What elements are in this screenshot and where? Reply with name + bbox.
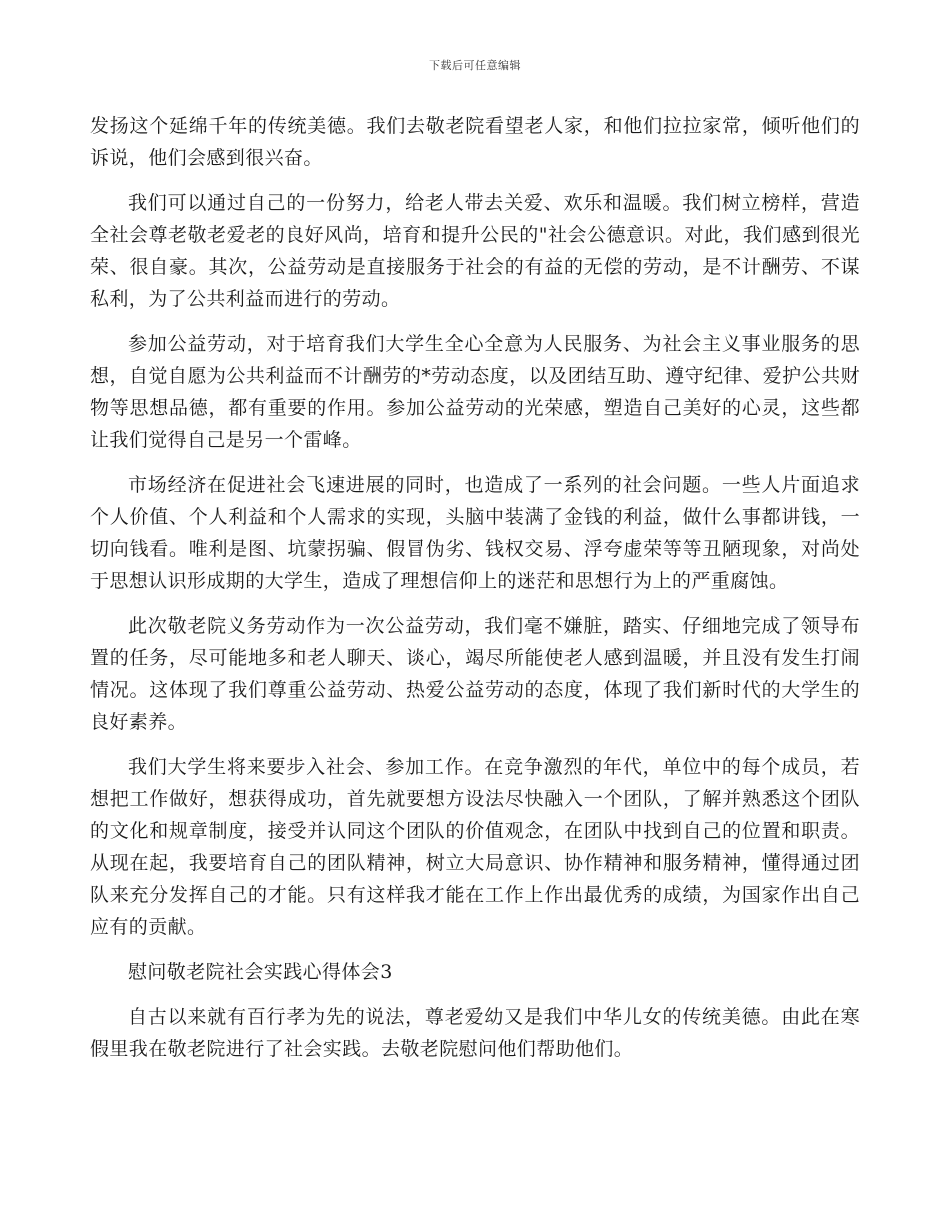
page-header: 下载后可任意编辑 [429,59,521,72]
paragraph-1: 发扬这个延绵千年的传统美德。我们去敬老院看望老人家，和他们拉拉家常，倾听他们的诉说，他们会感到很兴奋。 [90,115,860,169]
document-body [90,110,860,1078]
paragraph-6: 我们大学生将来要步入社会、参加工作。在竞争激烈的年代，单位中的每个成员，若想把工作做好，想获得成功，首先就要想方设法尽快融入一个团队，了解并熟悉这个团队的文化和规章制度，接受并认同这个团队的价值观念，在团队中找到自己的位置和职责。从现在起，我要培育自己的团队精神，树立大局意识、协作精神和服务精神，懂得通过团队来充分发挥自己的才能。只有这样我才能在工作上作出最优秀的成绩，为国家作出自己应有的贡献。 [90,756,860,938]
paragraph-5: 此次敬老院义务劳动作为一次公益劳动，我们毫不嫌脏，踏实、仔细地完成了领导布置的任务，尽可能地多和老人聊天、谈心，竭尽所能使老人感到温暖，并且没有发生打闹情况。这体现了我们尊重公益劳动、热爱公益劳动的态度，体现了我们新时代的大学生的良好素养。 [90,615,860,733]
paragraph-3: 参加公益劳动，对于培育我们大学生全心全意为人民服务、为社会主义事业服务的思想，自觉自愿为公共利益而不计酬劳的*劳动态度，以及团结互助、遵守纪律、爱护公共财物等思想品德，都有重要的作用。参加公益劳动的光荣感，塑造自己美好的心灵，这些都让我们觉得自己是另一个雷峰。 [90,333,860,451]
paragraph-2: 我们可以通过自己的一份努力，给老人带去关爱、欢乐和温暖。我们树立榜样，营造全社会尊老敬老爱老的良好风尚，培育和提升公民的"社会公德意识。对此，我们感到很光荣、很自豪。其次，公益劳动是直接服务于社会的有益的无偿的劳动，是不计酬劳、不谋私利，为了公共利益而进行的劳动。 [90,192,860,310]
paragraph-4: 市场经济在促进社会飞速进展的同时，也造成了一系列的社会问题。一些人片面追求个人价值、个人利益和个人需求的实现，头脑中装满了金钱的利益，做什么事都讲钱，一切向钱看。唯利是图、坑蒙拐骗、假冒伪劣、钱权交易、浮夸虚荣等等丑陋现象，对尚处于思想认识形成期的大学生，造成了理想信仰上的迷茫和思想行为上的严重腐蚀。 [90,474,860,592]
section-heading: 慰问敬老院社会实践心得体会3 [128,961,393,983]
paragraph-7: 自古以来就有百行孝为先的说法，尊老爱幼又是我们中华儿女的传统美德。由此在寒假里我在敬老院进行了社会实践。去敬老院慰问他们帮助他们。 [90,1006,860,1060]
